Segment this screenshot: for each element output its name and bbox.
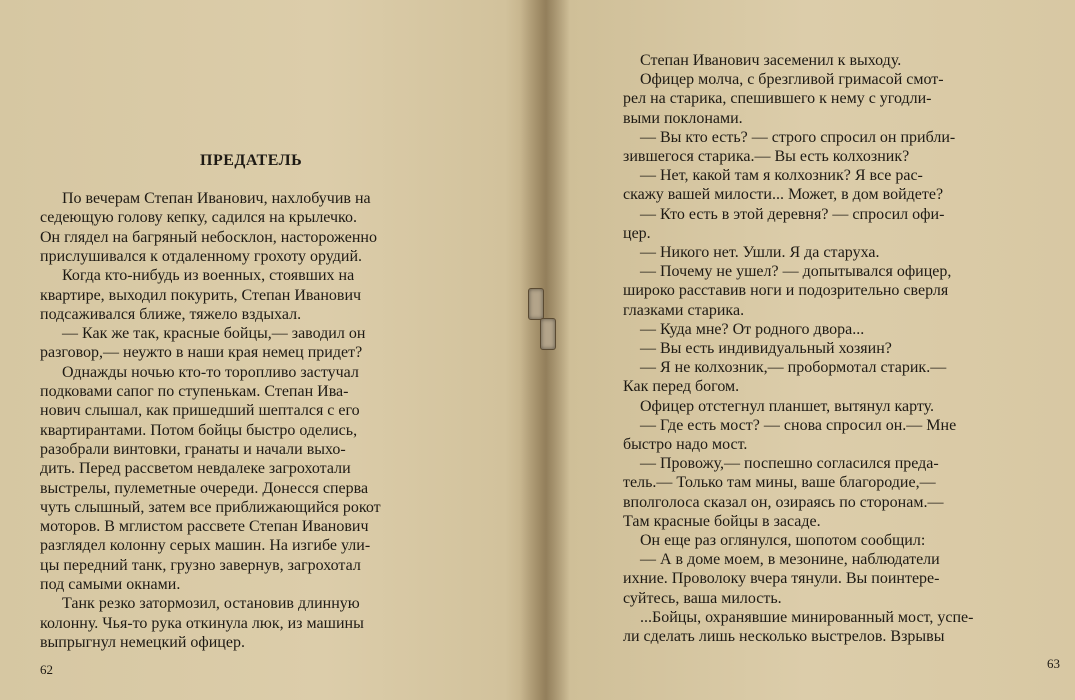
text-line: колонну. Чья-то рука откинула люк, из машины (40, 614, 364, 632)
text-line: — Куда мне? От родного двора... (640, 320, 865, 338)
text-line: Там красные бойцы в засаде. (623, 512, 821, 530)
text-line: подковами сапог по ступенькам. Степан Ива- (40, 383, 349, 400)
text-line: — А в доме моем, в мезонине, наблюдатели (640, 551, 940, 569)
text-line: — Никого нет. Ушли. Я да старуха. (640, 244, 880, 261)
text-line: — Я не колхозник,— пробормотал старик.— (640, 359, 947, 377)
right-page (545, 0, 1075, 700)
text-line: — Где есть мост? — снова спросил он.— Мне (640, 416, 957, 434)
text-line: нович слышал, как пришедший шептался с его (40, 402, 360, 420)
text-line: ...Бойцы, охранявшие минированный мост, успе- (640, 608, 974, 626)
text-line: ли сделать лишь несколько выстрелов. Взрывы (623, 628, 945, 645)
text-line: зившегося старика.— Вы есть колхозник? (623, 148, 910, 165)
text-line: Когда кто-нибудь из военных, стоявших на (62, 267, 355, 285)
text-line: Он еще раз оглянулся, шопотом сообщил: (640, 532, 926, 549)
text-line: быстро надо мост. (623, 436, 748, 453)
page-number-left: 62 (40, 662, 53, 677)
text-line: — Как же так, красные бойцы,— заводил он (62, 325, 366, 343)
text-line: — Почему не ушел? — допытывался офицер, (640, 263, 952, 281)
text-line: рел на старика, спешившего к нему с угодли- (623, 90, 932, 108)
text-line: выпрыгнул немецкий офицер. (40, 633, 245, 651)
page-number-right: 63 (1047, 656, 1060, 671)
text-line: разглядел колонну серых машин. На изгибе ули- (40, 537, 371, 555)
text-line: тель.— Только там мины, ваше благородие,— (623, 474, 936, 492)
text-line: цер. (623, 224, 651, 242)
text-line: квартирантами. Потом бойцы быстро оделись, (40, 421, 358, 439)
text-line: Офицер отстегнул планшет, вытянул карту. (640, 397, 935, 415)
text-line: — Провожу,— поспешно согласился преда- (640, 455, 939, 473)
text-line: цы передний танк, грузно завернув, загрохотал (40, 556, 361, 574)
text-line: суйтесь, ваша милость. (623, 589, 782, 607)
text-line: прислушивался к отдаленному грохоту орудий. (40, 247, 363, 265)
text-line: широко расставив ноги и подозрительно сверля (623, 282, 949, 300)
text-line: выстрелы, пулеметные очереди. Донесся сперва (40, 479, 369, 497)
text-line: разговор,— неужто в наши края немец придет? (40, 344, 363, 362)
text-line: Офицер молча, с брезгливой гримасой смот- (640, 71, 944, 89)
text-line: Степан Иванович засеменил к выходу. (640, 52, 902, 69)
text-line: дить. Перед рассветом невдалеке загрохотали (40, 460, 351, 478)
left-page (0, 0, 535, 700)
text-line: По вечерам Степан Иванович, нахлобучив на (62, 190, 371, 207)
chapter-title: ПРЕДАТЕЛЬ (200, 152, 303, 169)
text-line: подсаживался ближе, тяжело вздыхал. (40, 305, 302, 323)
text-line: Однажды ночью кто-то торопливо застучал (62, 363, 359, 381)
text-line: Как перед богом. (623, 378, 740, 396)
text-line: — Вы кто есть? — строго спросил он прибли- (640, 128, 956, 146)
text-line: вполголоса сказал он, озираясь по сторонам.— (623, 493, 944, 511)
text-line: седеющую голову кепку, садился на крылечко. (40, 209, 358, 227)
text-line: разобрали винтовки, гранаты и начали выхо- (40, 440, 346, 458)
text-line: ихние. Проволоку вчера тянули. Вы поинтере- (623, 570, 940, 588)
text-line: чуть слышный, затем все приближающийся рокот (40, 498, 381, 516)
text-line: под самыми окнами. (40, 576, 181, 593)
text-line: скажу вашей милости... Может, в дом войдете? (623, 186, 944, 204)
text-line: — Вы есть индивидуальный хозяин? (640, 340, 892, 357)
text-line: — Кто есть в этой деревня? — спросил офи- (640, 205, 945, 223)
text-line: — Нет, какой там я колхозник? Я все рас- (640, 167, 923, 185)
text-line: Он глядел на багряный небосклон, настороженно (40, 228, 377, 246)
text-line: Танк резко затормозил, остановив длинную (62, 595, 360, 613)
text-line: выми поклонами. (623, 109, 743, 127)
text-line: моторов. В мглистом рассвете Степан Иванович (40, 518, 369, 536)
text-line: глазками старика. (623, 301, 745, 319)
text-line: квартире, выходил покурить, Степан Иванович (40, 286, 362, 304)
